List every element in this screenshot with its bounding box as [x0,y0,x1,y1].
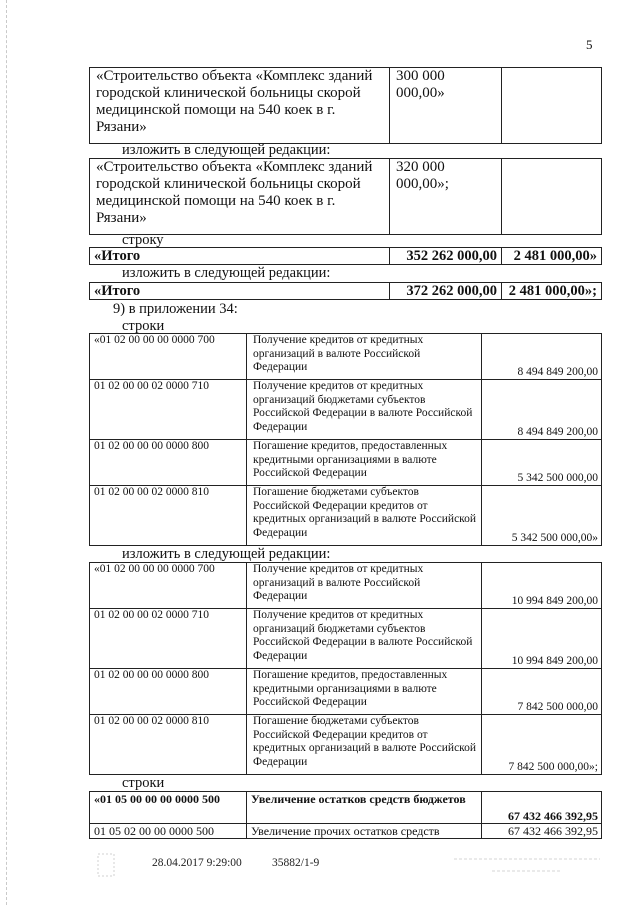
amount-cell: 5 342 500 000,00 [482,440,602,486]
total-label: «Итого [90,283,390,300]
section-heading: 9) в приложении 34: [113,301,238,317]
empty-cell [502,68,602,144]
code-cell: «01 05 00 00 00 0000 500 [90,792,247,824]
table-row [90,334,602,380]
table-row [90,159,602,235]
total-label: «Итого [90,248,390,265]
code-cell: 01 02 00 00 02 0000 810 [90,715,247,775]
table-row [90,563,602,609]
description-cell: Получение кредитов от кредитных организаций в валюте Российской Федерации [247,334,482,380]
table-row [90,669,602,715]
amount-cell: 7 842 500 000,00 [482,669,602,715]
object-name-cell: «Строительство объекта «Комплекс зданий городской клинической больницы скорой медицинской помощи на 540 коек в г. Рязани» [90,159,390,235]
code-cell: 01 02 00 00 02 0000 810 [90,486,247,546]
construction-table-new [89,158,602,235]
description-cell: Погашение кредитов, предоставленных кредитными организациями в валюте Российской Федерации [247,440,482,486]
code-cell: 01 02 00 00 02 0000 710 [90,380,247,440]
table-row [90,68,602,144]
empty-cell [502,159,602,235]
table-row [90,486,602,546]
page-edge-line [6,0,7,905]
sum-cell: 320 000 000,00»; [390,159,502,235]
amount-cell: 10 994 849 200,00 [482,563,602,609]
table-row [90,824,602,839]
codes-table-new [89,562,602,775]
instruction-text: строку [122,232,164,248]
footer-doc-number: 35882/1-9 [272,857,320,869]
instruction-text: изложить в следующей редакции: [122,546,331,562]
total-table-old [89,247,602,265]
balances-table [89,791,602,839]
codes-table-old [89,333,602,546]
description-cell: Получение кредитов от кредитных организаций бюджетами субъектов Российской Федерации в валюте Российской Федерации [247,609,482,669]
instruction-text: изложить в следующей редакции: [122,265,331,281]
amount-cell: 5 342 500 000,00» [482,486,602,546]
instruction-text: изложить в следующей редакции: [122,142,331,158]
amount-cell: 7 842 500 000,00»; [482,715,602,775]
code-cell: «01 02 00 00 00 0000 700 [90,563,247,609]
page-number: 5 [586,37,593,52]
amount-cell: 67 432 466 392,95 [482,824,602,839]
table-row [90,715,602,775]
table-row [90,792,602,824]
description-cell: Погашение кредитов, предоставленных кредитными организациями в валюте Российской Федерации [247,669,482,715]
stamp-mark-icon [97,853,115,877]
object-name-cell: «Строительство объекта «Комплекс зданий городской клинической больницы скорой медицинской помощи на 540 коек в г. Рязани» [90,68,390,144]
table-row [90,440,602,486]
instruction-text: строки [122,775,165,791]
total-value-2: 2 481 000,00»; [502,283,602,300]
code-cell: 01 02 00 00 00 0000 800 [90,440,247,486]
table-row [90,248,602,265]
stamp-mark-icon [452,853,602,877]
table-row [90,380,602,440]
total-value-2: 2 481 000,00» [502,248,602,265]
table-row [90,609,602,669]
description-cell: Погашение бюджетами субъектов Российской Федерации кредитов от кредитных организаций в валюте Российской Федерации [247,715,482,775]
table-row [90,283,602,300]
instruction-text: строки [122,318,165,334]
code-cell: 01 02 00 00 00 0000 800 [90,669,247,715]
total-value-1: 352 262 000,00 [390,248,502,265]
amount-cell: 8 494 849 200,00 [482,334,602,380]
amount-cell: 10 994 849 200,00 [482,609,602,669]
amount-cell: 8 494 849 200,00 [482,380,602,440]
code-cell: 01 02 00 00 02 0000 710 [90,609,247,669]
amount-cell: 67 432 466 392,95 [482,792,602,824]
faint-stamp-right [452,853,602,879]
faint-stamp-left [97,853,115,879]
description-cell: Увеличение остатков средств бюджетов [247,792,482,824]
description-cell: Получение кредитов от кредитных организаций в валюте Российской Федерации [247,563,482,609]
description-cell: Получение кредитов от кредитных организаций бюджетами субъектов Российской Федерации в валюте Российской Федерации [247,380,482,440]
total-table-new [89,282,602,300]
total-value-1: 372 262 000,00 [390,283,502,300]
code-cell: 01 05 02 00 00 0000 500 [90,824,247,839]
code-cell: «01 02 00 00 00 0000 700 [90,334,247,380]
construction-table-old [89,67,602,144]
description-cell: Увеличение прочих остатков средств [247,824,482,839]
footer-datetime: 28.04.2017 9:29:00 [152,857,242,869]
sum-cell: 300 000 000,00» [390,68,502,144]
description-cell: Погашение бюджетами субъектов Российской Федерации кредитов от кредитных организаций в валюте Российской Федерации [247,486,482,546]
